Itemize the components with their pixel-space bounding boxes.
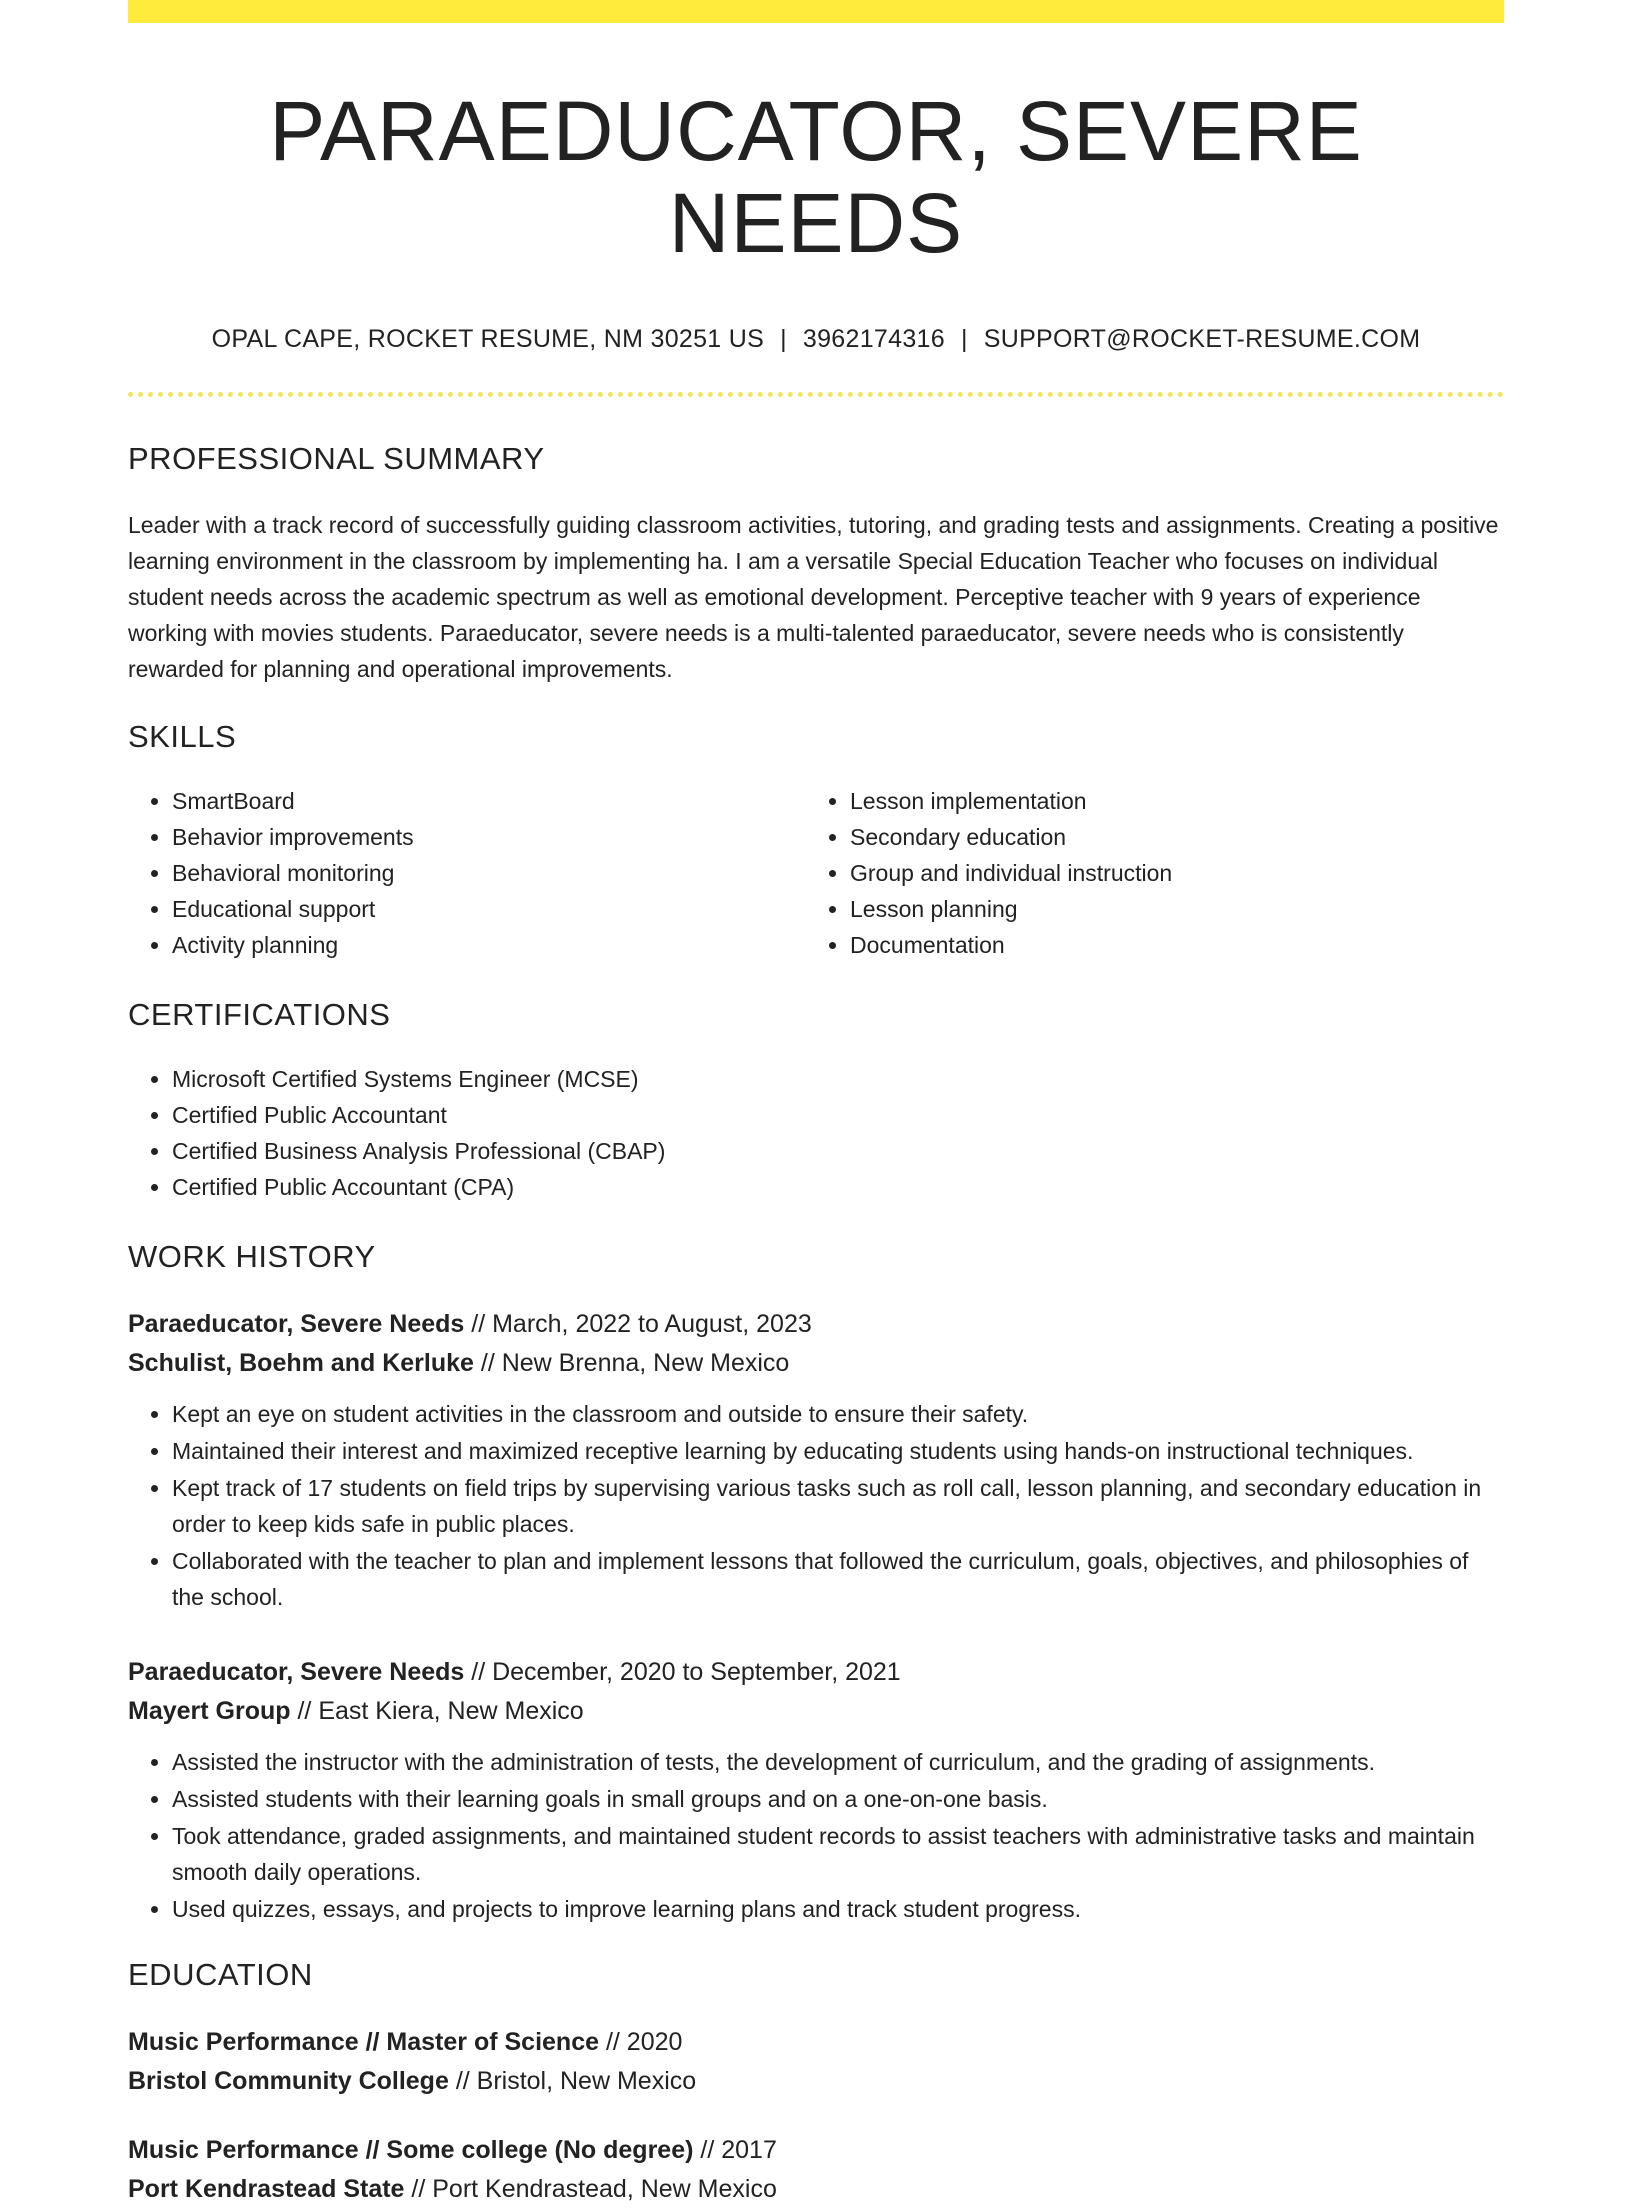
job-location: // New Brenna, New Mexico bbox=[473, 1348, 790, 1377]
education-degree-line bbox=[128, 2131, 1504, 2170]
certifications-title: CERTIFICATIONS bbox=[128, 996, 391, 1032]
education-school: Bristol Community College bbox=[128, 2066, 449, 2095]
skill-item: • Behavioral monitoring bbox=[172, 855, 806, 891]
skills-columns bbox=[128, 783, 1504, 963]
education-entry bbox=[128, 2023, 1504, 2101]
contact-separator: | bbox=[780, 324, 787, 353]
skill-item: • Lesson planning bbox=[850, 891, 1484, 927]
education-year: // 2020 bbox=[599, 2027, 683, 2056]
top-accent-bar bbox=[128, 0, 1504, 23]
skill-item: • Behavior improvements bbox=[172, 819, 806, 855]
job-company: Mayert Group bbox=[128, 1696, 291, 1725]
job-entry bbox=[128, 1305, 1504, 1615]
education-section bbox=[128, 1957, 1504, 2209]
job-bullet: • Kept an eye on student activities in the classroom and outside to ensure their safety. bbox=[172, 1396, 1504, 1432]
education-degree: Music Performance // Some college (No degree) bbox=[128, 2135, 694, 2164]
job-bullet: • Took attendance, graded assignments, and maintained student records to assist teachers with administrative tasks and maintain smooth daily operations. bbox=[172, 1818, 1504, 1890]
summary-title: PROFESSIONAL SUMMARY bbox=[128, 440, 545, 476]
education-year: // 2017 bbox=[693, 2135, 777, 2164]
education-school-line bbox=[128, 2062, 1504, 2101]
contact-line bbox=[128, 325, 1504, 354]
skills-left-column bbox=[128, 783, 806, 963]
job-company-line bbox=[128, 1692, 1504, 1731]
skill-item: • Lesson implementation bbox=[850, 783, 1484, 819]
resume-page bbox=[128, 23, 1504, 2209]
education-entry bbox=[128, 2131, 1504, 2209]
certifications-list bbox=[128, 1061, 1504, 1205]
job-bullet: • Maintained their interest and maximized receptive learning by educating students using hands-on instructional techniques. bbox=[172, 1433, 1504, 1469]
job-dates: // March, 2022 to August, 2023 bbox=[464, 1309, 812, 1338]
job-bullet: • Used quizzes, essays, and projects to improve learning plans and track student progress. bbox=[172, 1891, 1504, 1927]
job-role-line bbox=[128, 1305, 1504, 1344]
job-company-line bbox=[128, 1344, 1504, 1383]
skill-item: • Educational support bbox=[172, 891, 806, 927]
education-location: // Port Kendrastead, New Mexico bbox=[404, 2174, 777, 2203]
job-dates: // December, 2020 to September, 2021 bbox=[464, 1657, 901, 1686]
job-bullet: • Assisted the instructor with the administration of tests, the development of curriculum, and the grading of assignments. bbox=[172, 1744, 1504, 1780]
job-role: Paraeducator, Severe Needs bbox=[128, 1657, 465, 1686]
job-bullet: • Collaborated with the teacher to plan and implement lessons that followed the curriculum, goals, objectives, and philosophies of the school. bbox=[172, 1543, 1504, 1615]
skill-item: • Group and individual instruction bbox=[850, 855, 1484, 891]
header-divider bbox=[128, 392, 1504, 397]
job-bullets bbox=[128, 1396, 1504, 1615]
work-history-title: WORK HISTORY bbox=[128, 1238, 376, 1274]
job-bullet: • Kept track of 17 students on field trips by supervising various tasks such as roll call, lesson planning, and secondary education in order to keep kids safe in public places. bbox=[172, 1470, 1504, 1542]
skill-item: • SmartBoard bbox=[172, 783, 806, 819]
contact-separator: | bbox=[960, 324, 968, 353]
education-school-line bbox=[128, 2170, 1504, 2209]
job-bullet: • Assisted students with their learning goals in small groups and on a one-on-one basis. bbox=[172, 1781, 1504, 1817]
job-role: Paraeducator, Severe Needs bbox=[128, 1309, 465, 1338]
certifications-section bbox=[128, 997, 1504, 1205]
summary-text: Leader with a track record of successfully guiding classroom activities, tutoring, and grading tests and assignments. Creating a positive learning environment in the classroom by implementing ha. I am a versatile Special Education Teacher who focuses on individual student needs across the academic spectrum as well as emotional development. Perceptive teacher with 9 years of experience working with movies students. Paraeducator, severe needs is a multi-talented paraeducator, severe needs who is consistently rewarded for planning and operational improvements. bbox=[128, 511, 1499, 682]
contact-phone: 3962174316 bbox=[802, 324, 945, 353]
summary-section bbox=[128, 441, 1504, 687]
contact-address: OPAL CAPE, ROCKET RESUME, NM 30251 US bbox=[211, 324, 765, 353]
work-history-section bbox=[128, 1239, 1504, 1927]
education-school: Port Kendrastead State bbox=[128, 2174, 405, 2203]
education-degree: Music Performance // Master of Science bbox=[128, 2027, 600, 2056]
job-role-line bbox=[128, 1653, 1504, 1692]
contact-email: SUPPORT@ROCKET-RESUME.COM bbox=[983, 324, 1421, 353]
education-location: // Bristol, New Mexico bbox=[448, 2066, 697, 2095]
job-entry bbox=[128, 1653, 1504, 1927]
education-title: EDUCATION bbox=[128, 1956, 313, 1992]
education-degree-line bbox=[128, 2023, 1504, 2062]
certification-item: • Certified Public Accountant bbox=[172, 1097, 1504, 1133]
skill-item: • Secondary education bbox=[850, 819, 1484, 855]
skills-section bbox=[128, 719, 1504, 963]
job-bullets bbox=[128, 1744, 1504, 1927]
certification-item: • Certified Public Accountant (CPA) bbox=[172, 1169, 1504, 1205]
skills-right-column bbox=[806, 783, 1484, 963]
skill-item: • Activity planning bbox=[172, 927, 806, 963]
job-location: // East Kiera, New Mexico bbox=[290, 1696, 584, 1725]
certification-item: • Microsoft Certified Systems Engineer (MCSE) bbox=[172, 1061, 1504, 1097]
resume-name: PARAEDUCATOR, SEVERE NEEDS bbox=[269, 84, 1363, 271]
certification-item: • Certified Business Analysis Professional (CBAP) bbox=[172, 1133, 1504, 1169]
job-company: Schulist, Boehm and Kerluke bbox=[128, 1348, 474, 1377]
skills-title: SKILLS bbox=[128, 718, 237, 754]
skill-item: • Documentation bbox=[850, 927, 1484, 963]
